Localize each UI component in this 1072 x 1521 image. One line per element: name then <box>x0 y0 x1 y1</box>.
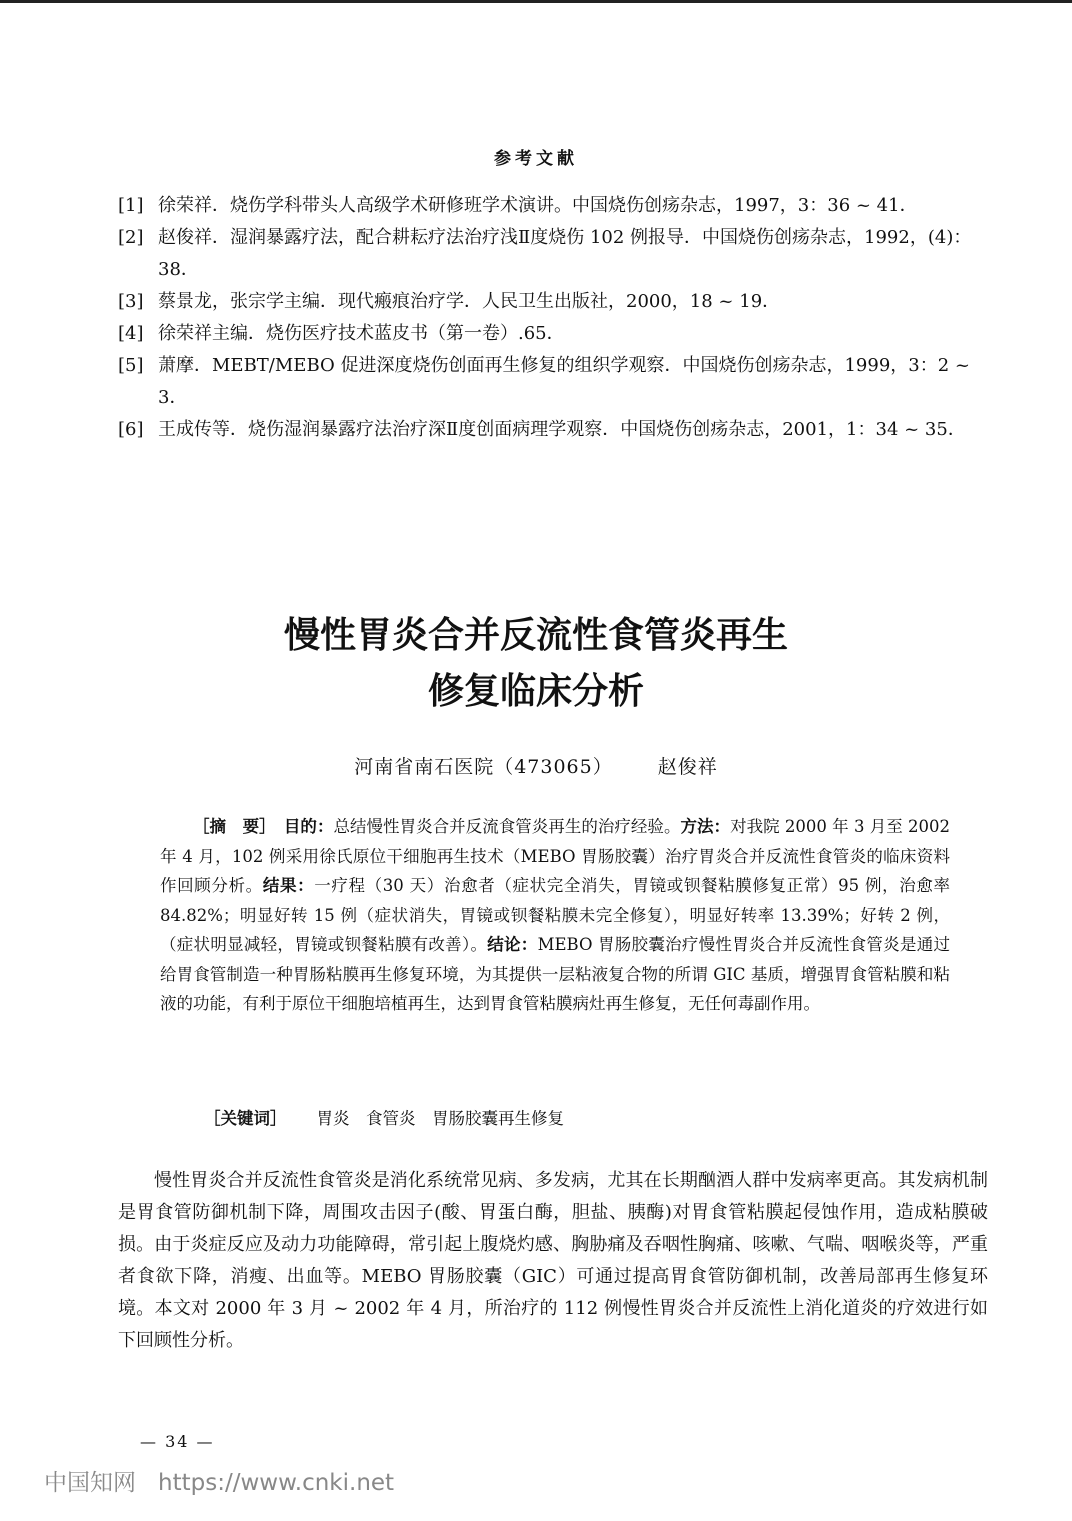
keywords-label: ［关键词］ <box>204 1109 287 1128</box>
objective-label: 目的： <box>283 817 334 836</box>
reference-number: [4] <box>118 323 144 344</box>
reference-number: [6] <box>118 419 144 440</box>
affiliation: 河南省南石医院（473065） <box>354 756 613 778</box>
references-list <box>118 190 998 446</box>
page-number: — 34 — <box>140 1432 215 1451</box>
reference-text: 徐荣祥．烧伤学科带头人高级学术研修班学术演讲。中国烧伤创疡杂志，1997，3：36 ~ 41． <box>158 195 918 216</box>
keywords <box>204 1105 564 1129</box>
method-label: 方法： <box>680 817 731 836</box>
watermark-url: https://www.cnki.net <box>158 1470 395 1496</box>
reference-item <box>118 350 998 414</box>
reference-item <box>118 222 998 286</box>
references-heading: 参考文献 <box>494 149 578 169</box>
article-title-line1: 慢性胃炎合并反流性食管炎再生 <box>283 615 788 656</box>
body-paragraph: 慢性胃炎合并反流性食管炎是消化系统常见病、多发病，尤其在长期酗酒人群中发病率更高。其发病机制是胃食管防御机制下降，周围攻击因子(酸、胃蛋白酶，胆盐、胰酶)对胃食管粘膜起侵蚀作用，造成粘膜破损。由于炎症反应及动力功能障碍，常引起上腹烧灼感、胸胁痛及吞咽性胸痛、咳嗽、气喘、咽喉炎等，严重者食欲下降，消瘦、出血等。MEBO 胃肠胶囊（GIC）可通过提高胃食管防御机制，改善局部再生修复环境。本文对 2000 年 3 月 ~ 2002 年 4 月，所治疗的 112 例慢性胃炎合并反流性上消化道炎的疗效进行如下回顾性分析。 <box>118 1170 988 1351</box>
abstract-label: ［摘 要］ <box>193 817 268 836</box>
conclusion-label: 结论： <box>487 935 538 954</box>
article-title-line2: 修复临床分析 <box>427 671 644 712</box>
author-line <box>0 752 1072 779</box>
reference-text: 赵俊祥．湿润暴露疗法，配合耕耘疗法治疗浅Ⅱ度烧伤 102 例报导．中国烧伤创疡杂志，1992，(4)：38． <box>158 227 972 280</box>
conclusion-text: MEBO 胃肠胶囊治疗慢性胃炎合并反流性食管炎是通过给胃食管制造一种胃肠粘膜再生修复环境，为其提供一层粘液复合物的所谓 GIC 基质，增强胃食管粘膜和粘液的功能，有利于原位干细胞培植再生，达到胃食管粘膜病灶再生修复，无任何毒副作用。 <box>160 935 950 1013</box>
watermark <box>44 1464 394 1497</box>
top-rule <box>0 0 1072 3</box>
reference-number: [5] <box>118 355 144 376</box>
watermark-name: 中国知网 <box>44 1470 136 1496</box>
keywords-text: 胃炎 食管炎 胃肠胶囊再生修复 <box>316 1109 564 1128</box>
reference-number: [2] <box>118 227 144 248</box>
abstract <box>160 812 950 1019</box>
article-title <box>0 608 1072 720</box>
reference-number: [1] <box>118 195 144 216</box>
reference-text: 徐荣祥主编．烧伤医疗技术蓝皮书（第一卷）.65． <box>158 323 565 344</box>
reference-text: 萧摩．MEBT/MEBO 促进深度烧伤创面再生修复的组织学观察．中国烧伤创疡杂志，1999，3：2 ~ 3． <box>158 355 970 408</box>
method-text: 对我院 2000 年 3 月至 2002 年 4 月，102 例采用徐氏原位干细胞再生技术（MEBO 胃肠胶囊）治疗胃炎合并反流性食管炎的临床资料作回顾分析。 <box>160 817 951 895</box>
result-label: 结果： <box>262 876 315 895</box>
objective-text: 总结慢性胃炎合并反流食管炎再生的治疗经验。 <box>333 817 681 836</box>
reference-item <box>118 318 998 350</box>
author-name: 赵俊祥 <box>657 756 718 778</box>
reference-text: 蔡景龙，张宗学主编．现代瘢痕治疗学．人民卫生出版社，2000，18 ~ 19． <box>158 291 781 312</box>
reference-item <box>118 414 998 446</box>
result-text: 一疗程（30 天）治愈者（症状完全消失，胃镜或钡餐粘膜修复正常）95 例，治愈率 84.82%；明显好转 15 例（症状消失，胃镜或钡餐粘膜未完全修复），明显好转率 13.39%；好转 2 例，（症状明显减轻，胃镜或钡餐粘膜有改善）。 <box>160 876 951 954</box>
reference-text: 王成传等．烧伤湿润暴露疗法治疗深Ⅱ度创面病理学观察．中国烧伤创疡杂志，2001，1：34 ~ 35． <box>158 419 966 440</box>
reference-item <box>118 286 998 318</box>
reference-item <box>118 190 998 222</box>
reference-number: [3] <box>118 291 144 312</box>
